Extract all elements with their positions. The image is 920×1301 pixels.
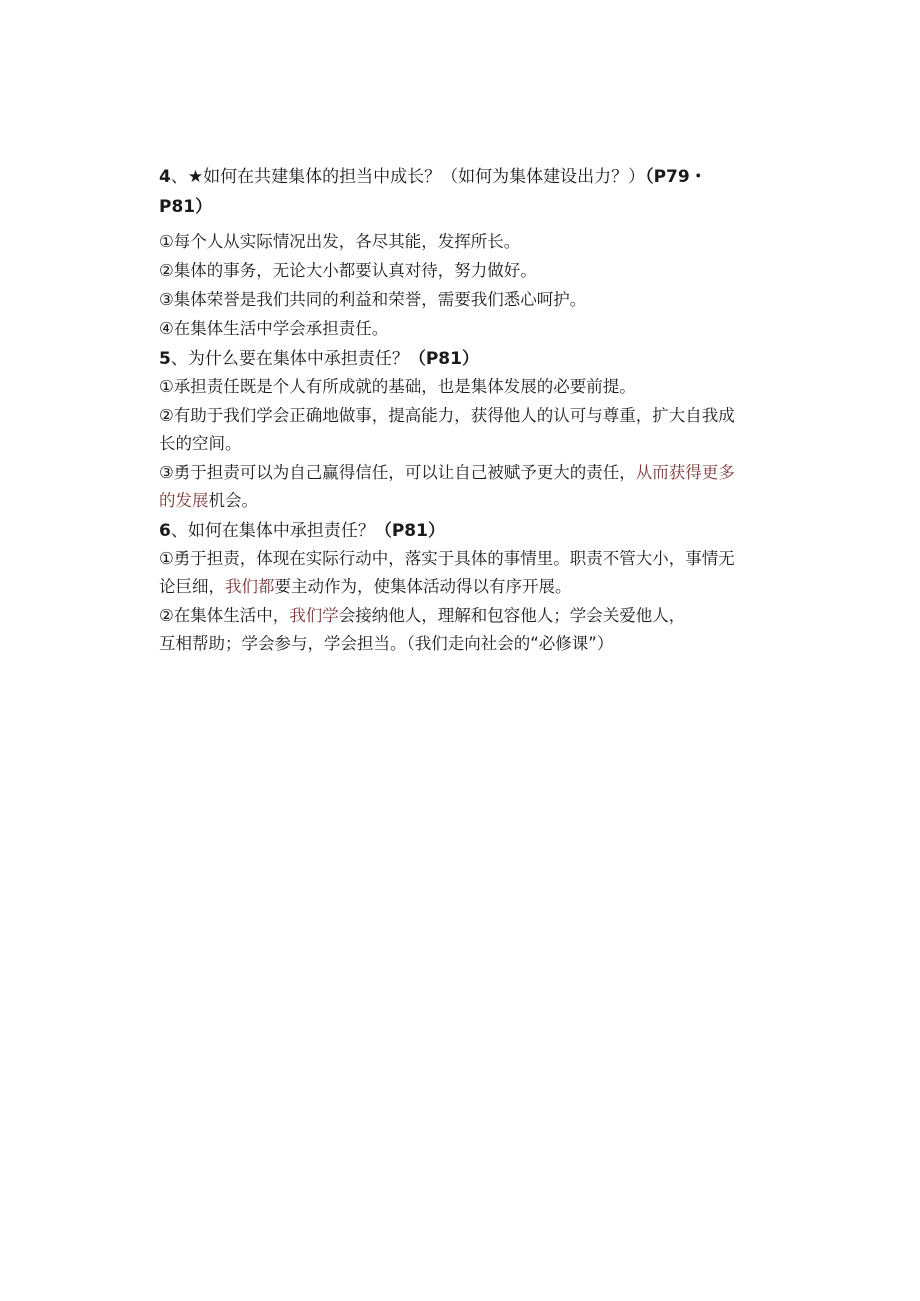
document-body [159, 162, 749, 658]
page-reference: （P79・P81） [159, 167, 707, 217]
section-title: 为什么要在集体中承担责任？ [187, 349, 409, 369]
item-text: ③勇于担责可以为自己赢得信任，可以让自己被赋予更大的责任， [159, 463, 636, 482]
highlighted-text: 我们学 [289, 606, 339, 625]
list-item: ④在集体生活中学会承担责任。 [159, 319, 389, 338]
item-text: 互相帮助；学会参与，学会担当。（我们走向社会的“必修课”） [159, 634, 614, 653]
section-separator: 、 [170, 349, 188, 369]
section-4-heading [159, 162, 749, 222]
item-text: ②在集体生活中， [159, 606, 290, 625]
highlighted-text: 从而获得更多的发展 [159, 463, 735, 510]
list-item: ②有助于我们学会正确地做事，提高能力，获得他人的认可与尊重，扩大自我成长的空间。 [159, 406, 735, 453]
section-number: 6 [159, 521, 171, 541]
list-item [159, 459, 749, 515]
section-6-heading [159, 517, 749, 545]
list-item: ①每个人从实际情况出发，各尽其能，发挥所长。 [159, 232, 521, 251]
section-number: 5 [159, 349, 171, 369]
item-text: 机会。 [208, 491, 258, 510]
section-separator: 、 [170, 167, 188, 187]
section-number: 4 [159, 167, 171, 187]
list-item [159, 602, 749, 658]
list-item [159, 545, 749, 601]
list-item: ③集体荣誉是我们共同的利益和荣誉，需要我们悉心呵护。 [159, 290, 587, 309]
section-title: 如何在集体中承担责任？ [187, 521, 375, 541]
section-separator: 、 [170, 521, 188, 541]
page-reference: （P81） [374, 521, 445, 541]
item-text: ①勇于担责，体现在实际行动中，落实于具体的事情里。职责不管大小，事情无论巨细， [159, 549, 735, 596]
list-item: ②集体的事务，无论大小都要认真对待，努力做好。 [159, 261, 537, 280]
section-title: ★如何在共建集体的担当中成长？（如何为集体建设出力？） [187, 167, 646, 187]
item-text: 要主动作为，使集体活动得以有序开展。 [274, 577, 572, 596]
section-5-heading [159, 345, 749, 373]
highlighted-text: 我们都 [225, 577, 275, 596]
item-text: 会接纳他人，理解和包容他人；学会关爱他人， [338, 606, 686, 625]
page-reference: （P81） [408, 349, 479, 369]
list-item: ①承担责任既是个人有所成就的基础，也是集体发展的必要前提。 [159, 377, 636, 396]
